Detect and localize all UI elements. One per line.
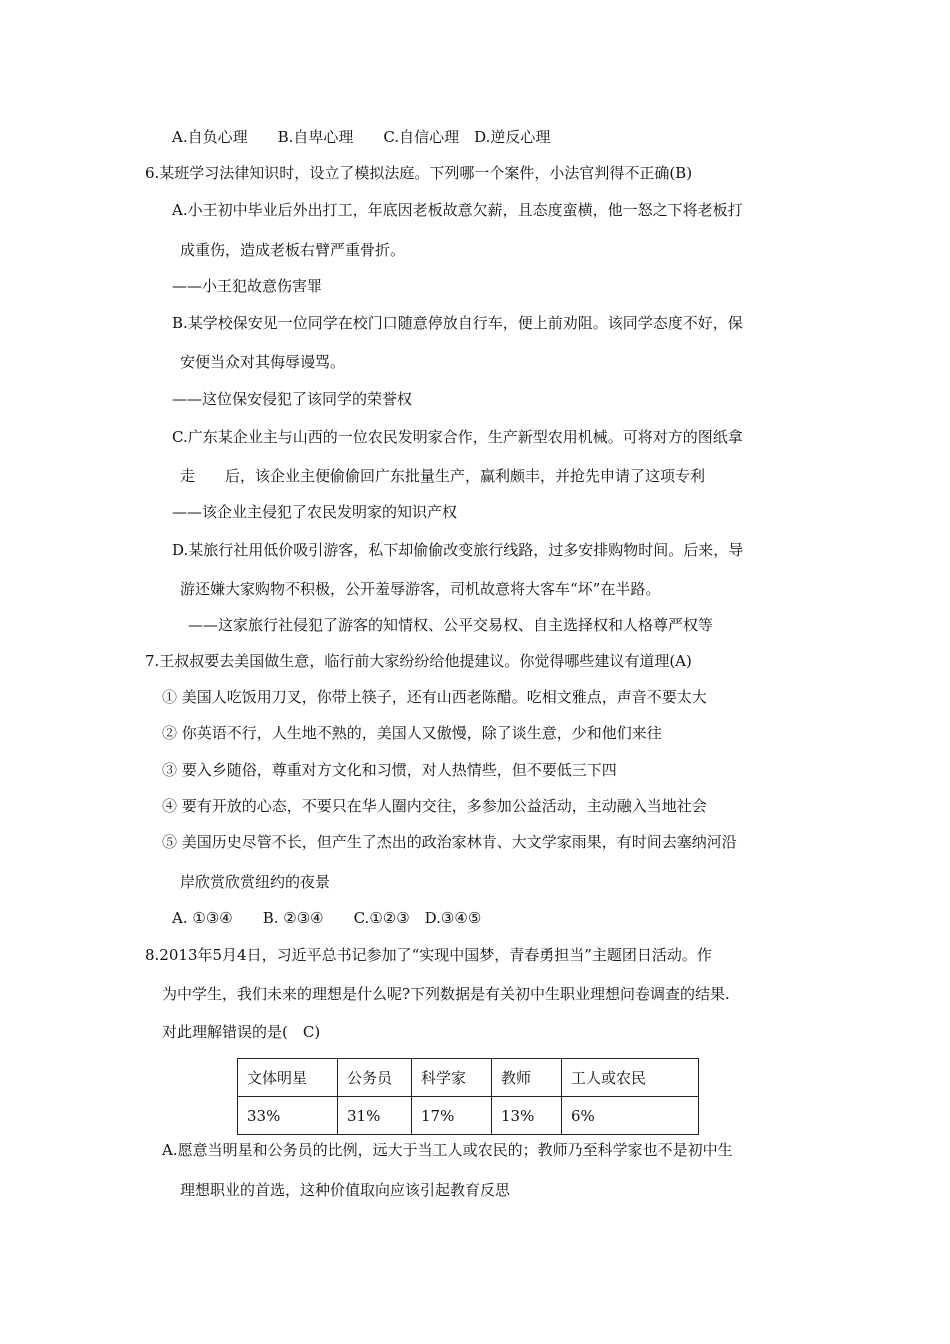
table-header-cell: 工人或农民 — [562, 1059, 699, 1097]
table-header-cell: 公务员 — [338, 1059, 412, 1097]
option-a-verdict: ——小王犯故意伤害罪 — [172, 277, 323, 295]
option-c-line: C.广东某企业主与山西的一位农民发明家合作，生产新型农用机械。可将对方的图纸拿 — [172, 428, 743, 446]
table-header-row — [238, 1059, 699, 1097]
question-stem: 7.王叔叔要去美国做生意，临行前大家纷纷给他提建议。你觉得哪些建议有道理(A) — [145, 652, 692, 670]
option-b-line: B.某学校保安见一位同学在校门口随意停放自行车，便上前劝阻。该同学态度不好，保 — [172, 314, 743, 332]
table-row — [238, 1097, 699, 1135]
table-header-cell: 文体明星 — [238, 1059, 338, 1097]
table-header-cell: 教师 — [492, 1059, 562, 1097]
table-cell: 17% — [412, 1097, 492, 1135]
option-d-verdict: ——这家旅行社侵犯了游客的知情权、公平交易权、自主选择权和人格尊严权等 — [188, 616, 714, 634]
question-5-options: A.自负心理 B.自卑心理 C.自信心理 D.逆反心理 — [172, 128, 551, 146]
option-a-line: 成重伤，造成老板右臂严重骨折。 — [180, 241, 406, 259]
answer-options: A. ①③④ B. ②③④ C.①②③ D.③④⑤ — [172, 909, 482, 927]
suggestion-item: ④ 要有开放的心态，不要只在华人圈内交往，多参加公益活动，主动融入当地社会 — [162, 797, 707, 815]
suggestion-item: 岸欣赏欣赏纽约的夜景 — [180, 873, 331, 891]
suggestion-item: ③ 要入乡随俗，尊重对方文化和习惯，对人热情些，但不要低三下四 — [162, 761, 617, 779]
table-cell: 6% — [562, 1097, 699, 1135]
question-stem: 6.某班学习法律知识时，设立了模拟法庭。下列哪一个案件，小法官判得不正确(B) — [145, 164, 693, 182]
option-c-verdict: ——该企业主侵犯了农民发明家的知识产权 — [172, 503, 458, 521]
option-c-line: 走 后，该企业主便偷偷回广东批量生产，赢利颇丰，并抢先申请了这项专利 — [180, 467, 706, 485]
option-b-verdict: ——这位保安侵犯了该同学的荣誉权 — [172, 390, 413, 408]
option-a-line: 理想职业的首选，这种价值取向应该引起教育反思 — [180, 1181, 511, 1199]
table-cell: 33% — [238, 1097, 338, 1135]
suggestion-item: ⑤ 美国历史尽管不长，但产生了杰出的政治家林肯、大文学家雨果，有时间去塞纳河沿 — [162, 833, 737, 851]
question-stem: 为中学生，我们未来的理想是什么呢?下列数据是有关初中生职业理想问卷调查的结果. — [162, 985, 730, 1003]
option-b-line: 安便当众对其侮辱谩骂。 — [180, 353, 346, 371]
suggestion-item: ① 美国人吃饭用刀叉，你带上筷子，还有山西老陈醋。吃相文雅点，声音不要太大 — [162, 688, 707, 706]
option-a-line: A.小王初中毕业后外出打工，年底因老板故意欠薪，且态度蛮横，他一怒之下将老板打 — [172, 201, 743, 219]
question-stem: 8.2013年5月4日，习近平总书记参加了“实现中国梦，青春勇担当”主题团日活动。作 — [145, 946, 712, 964]
suggestion-item: ② 你英语不行，人生地不熟的，美国人又傲慢，除了谈生意，少和他们来往 — [162, 724, 662, 742]
table-cell: 13% — [492, 1097, 562, 1135]
option-a-line: A.愿意当明星和公务员的比例，远大于当工人或农民的；教师乃至科学家也不是初中生 — [162, 1141, 733, 1159]
table-cell: 31% — [338, 1097, 412, 1135]
question-stem: 对此理解错误的是( C) — [162, 1023, 321, 1041]
survey-table — [237, 1058, 699, 1135]
table-header-cell: 科学家 — [412, 1059, 492, 1097]
option-d-line: D.某旅行社用低价吸引游客，私下却偷偷改变旅行线路，过多安排购物时间。后来，导 — [172, 541, 744, 559]
option-d-line: 游还嫌大家购物不积极，公开羞辱游客，司机故意将大客车“坏”在半路。 — [180, 580, 661, 598]
